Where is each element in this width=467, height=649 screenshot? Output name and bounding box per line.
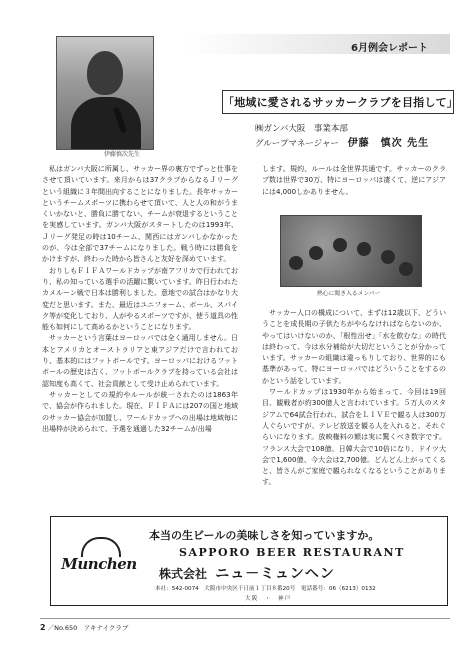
section-label: 6月例会レポート	[351, 43, 428, 54]
paragraph: おりしもＦＩＦＡワールドカップが南アフリカで行われており、私の知っている選手の活躍に驚いています。昨日行われたカメルーン戦で日本は勝利しました。意地での試合はかなり大変だと思います。また、最近はユニフォーム、ボール、スパイク等が変化しており、人がやるスポーツですが、使う道具の性能も如何にして高めるかということになります。	[42, 266, 238, 332]
speaker-role-line	[255, 134, 429, 149]
crest-icon	[81, 537, 121, 557]
speaker-role: グループマネージャー	[255, 139, 339, 149]
article-title: 「地域に愛されるサッカークラブを目指して」	[223, 96, 458, 109]
ad-company-prefix: 株式会社	[159, 567, 208, 581]
ad-address: 本社：542-0074 大阪市中央区千日前１丁目８番20号 電話番号：06（6213）0132	[155, 586, 376, 592]
newsletter-page	[18, 10, 458, 640]
paragraph: ワールドカップは1930年から始まって、今回は19回目、観戦者が約300億人と言われています。５万人のスタジアムで64試合行われ、試合をＬＩＶＥで観る人は300万人ぐらいですが、テレビ放送を観る人を入れると、それぐらいになります。放映権料の額は実に驚くべき数字です。フランス大会で108億、日韓大会で10倍になり、ドイツ大会で1,600億、今大会は2,700億。どんどん上がってくると、皆さんがご家庭で観られなくなるということがあります。	[262, 388, 446, 487]
ad-areas: 大阪 ・ 神戸	[245, 596, 292, 602]
issue-label: ／No.650 アキナイクラブ	[47, 624, 129, 632]
footer-divider	[40, 618, 450, 619]
ad-company-brand: ニュ－ミュンヘン	[215, 566, 335, 582]
article-column-right-bottom	[262, 308, 446, 489]
article-column-left	[42, 164, 238, 435]
group-photo	[280, 215, 422, 287]
article-title-box	[222, 90, 458, 114]
paragraph: サッカー人口の構成について、まずは12歳以下、どういうことを成長期の子供たちがやらなければならないのか、やってはいけないのか、「根性出せ」「水を飲むな」の時代は終わって、今は水分補給が大切だということが分かっています。サッカーの組織は違っもりしており、世界的にも基準があって、特にヨーロッパではどういうことをするのかという話をしています。	[262, 309, 446, 385]
ad-english-name: SAPPORO BEER RESTAURANT	[179, 546, 405, 559]
ad-tagline: 本当の生ビールの美味しさを知っていますか。	[149, 529, 380, 542]
speaker-photo-caption: 伊藤慎次先生	[104, 151, 141, 158]
speaker-name: 伊藤 慎次 先生	[347, 138, 430, 149]
speaker-photo	[56, 36, 154, 150]
munchen-logo	[61, 537, 137, 589]
paragraph: 私はガンバ大阪に所属し、サッカー界の裏方でずっと仕事をさせて頂いています。来月からは37クラブからなるＪリーグという組織に３年間出向することになりました。長年サッカーというチームスポーツに携わらせて頂いて、人と人の和がうまくいかないと、勝負に勝てない、チームが衰退するということを実感しています。ガンバ大阪がスタートしたのは1993年、Ｊリーグ発足の時は10チーム、関西にはガンバしかなかったのが、今は全部で37チームになりました。戦う時には勝負をかけますが、終わった時から皆さんと友好を深めています。	[42, 165, 238, 264]
paragraph: サッカーとしての規約やルールが統一されたのは1863年で、協会が作られました。現在、ＦＩＦＡには207の国と地域のサッカー協会が加盟し、ワールドカップへの出場は地域毎に出場枠が決められて、予選を通過した32チームが出場	[42, 390, 238, 433]
logo-script: Munchen	[61, 555, 137, 573]
speaker-org: ㈱ガンバ大阪 事業本部	[255, 124, 348, 134]
paragraph: サッカーという言葉はヨーロッパでは全く通用しません。日本とアメリカとオーストラリアと東アジアだけで言われており、基本的にはフットボールです。ヨーロッパにおけるフットボールの歴史は古く、フットボールクラブを持っている会社は認知度も高くて、社会貢献として受け止められています。	[42, 334, 238, 388]
paragraph: します。規約、ルールは全世界共通です。サッカーのクラブ数は世界で30万、特にヨーロッパは凄くて、逆にアジアには4,000しかありません。	[262, 165, 446, 196]
article-column-right-top	[262, 164, 446, 198]
ad-company	[159, 563, 335, 583]
footer	[40, 623, 128, 632]
page-number: 2	[40, 623, 46, 632]
group-photo-caption: 熱心に聞き入るメンバー	[317, 291, 381, 297]
advertisement	[50, 516, 448, 606]
